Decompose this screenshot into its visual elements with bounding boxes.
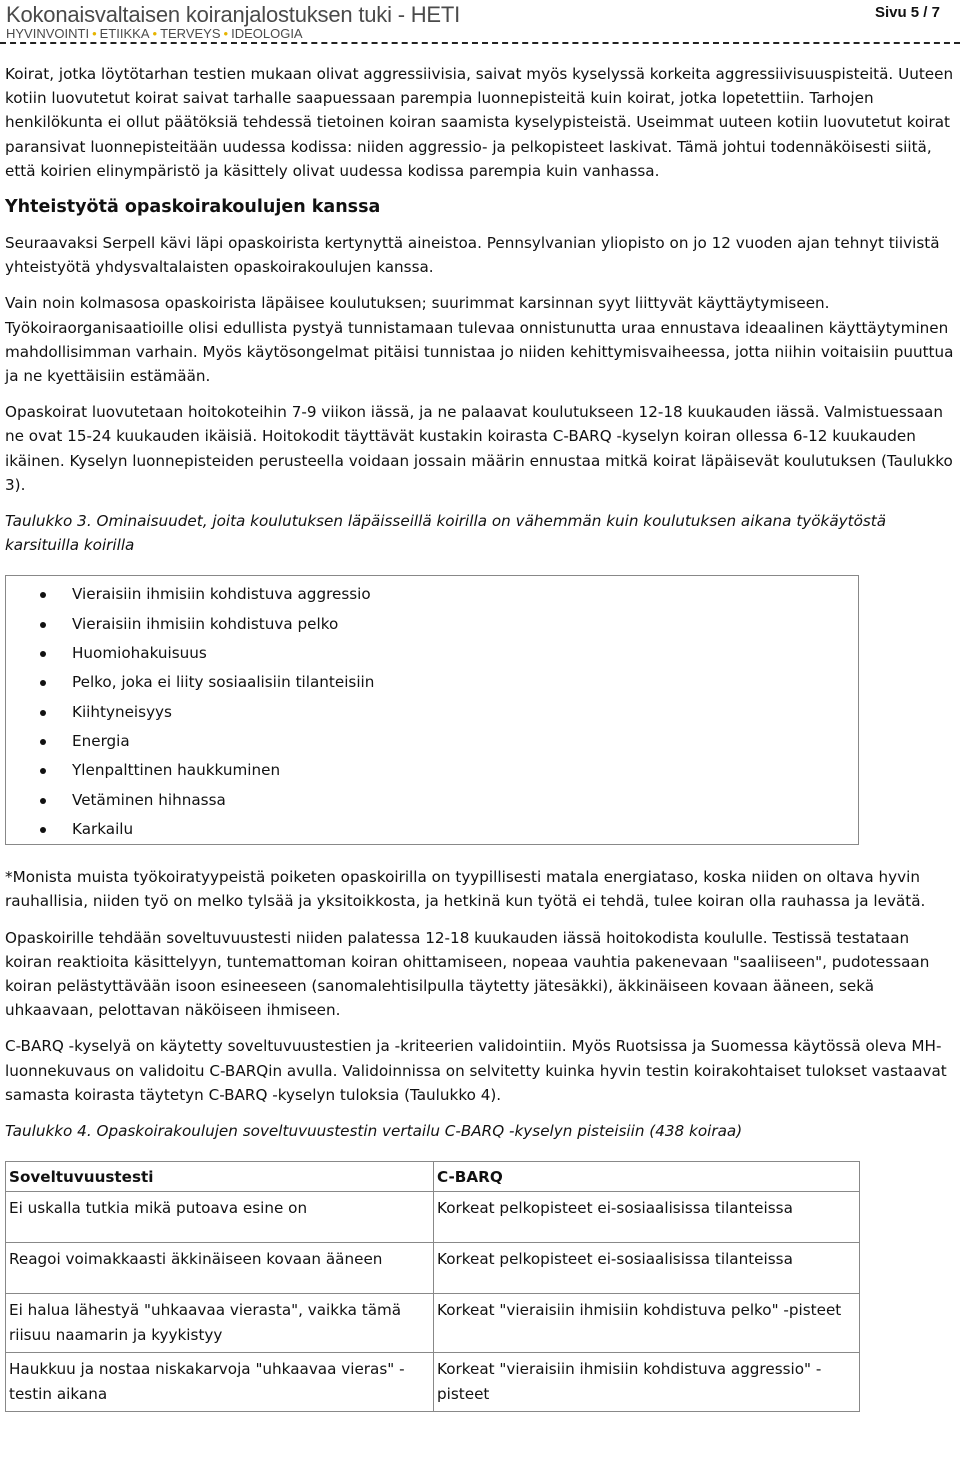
paragraph-training-pass-rate: Vain noin kolmasosa opaskoirista läpäisee koulutuksen; suurimmat karsinnan syyt liittyvät käyttäytymiseen. Työkoiraorganisaatioille olisi edullista pystyä tunnistamaan tulevaa onnistunutta uraa ennustava ideaalinen käyttäytyminen mahdollisimman varhain. Myös käytösongelmat pitäisi tunnistaa jo niiden kehittymisvaiheessa, jotta niihin voitaisiin puuttua ja ne kyettäisiin estämään.	[5, 294, 954, 386]
bullet-icon	[40, 827, 46, 833]
table-cell: Haukkuu ja nostaa niskakarvoja "uhkaavaa vieras" -testin aikana	[6, 1353, 434, 1412]
page-header	[0, 0, 960, 52]
tag-hyvinvointi: HYVINVOINTI	[6, 26, 90, 41]
table4-caption: Taulukko 4. Opaskoirakoulujen soveltuvuustestin vertailu C-BARQ -kyselyn pisteisiin (438 koiraa)	[5, 1121, 743, 1140]
list-item	[6, 639, 858, 668]
bullet-icon	[40, 651, 46, 657]
table-header-row	[6, 1162, 860, 1192]
paragraph-serpell-guide-dogs: Seuraavaksi Serpell kävi läpi opaskoirista kertynyttä aineistoa. Pennsylvanian yliopisto on jo 12 vuoden ajan tehnyt tiivistä yhteistyötä yhdysvaltalaisten opaskoirakoulujen kanssa.	[5, 234, 940, 277]
list-item-label: Vieraisiin ihmisiin kohdistuva pelko	[72, 614, 339, 633]
list-item-label: Pelko, joka ei liity sosiaalisiin tilanteisiin	[72, 673, 375, 692]
table-cell: Ei uskalla tutkia mikä putoava esine on	[6, 1192, 434, 1243]
table4	[5, 1161, 860, 1412]
list-item	[6, 756, 858, 785]
document-title: Kokonaisvaltaisen koiranjalostuksen tuki - HETI	[6, 2, 461, 27]
document-body	[5, 62, 955, 1412]
list-item-label: Vieraisiin ihmisiin kohdistuva aggressio	[72, 585, 371, 604]
table-row	[6, 1192, 860, 1243]
tag-terveys: TERVEYS	[160, 26, 221, 41]
table-cell: Reagoi voimakkaasti äkkinäiseen kovaan ääneen	[6, 1243, 434, 1294]
list-item-label: Huomiohakuisuus	[72, 644, 207, 663]
header-tagline	[6, 26, 303, 41]
tag-separator: •	[223, 26, 229, 41]
table3-box	[5, 575, 859, 845]
list-item-label: Karkailu	[72, 819, 134, 838]
table-row	[6, 1294, 860, 1353]
bullet-icon	[40, 710, 46, 716]
bullet-icon	[40, 798, 46, 804]
bullet-icon	[40, 739, 46, 745]
list-item	[6, 727, 858, 756]
table-cell: Ei halua lähestyä "uhkaavaa vierasta", vaikka tämä riisuu naamarin ja kyykistyy	[6, 1294, 434, 1353]
page-number: Sivu 5 / 7	[874, 4, 940, 21]
list-item	[6, 668, 858, 697]
table3-caption: Taulukko 3. Ominaisuudet, joita koulutuksen läpäisseillä koirilla on vähemmän kuin koulutuksen aikana työkäytöstä karsituilla koirilla	[5, 512, 887, 555]
column-header: Soveltuvuustesti	[6, 1162, 434, 1192]
table-row	[6, 1243, 860, 1294]
bullet-icon	[40, 768, 46, 774]
section-heading: Yhteistyötä opaskoirakoulujen kanssa	[5, 197, 381, 218]
paragraph-suitability-test: Opaskoirille tehdään soveltuvuustesti niiden palatessa 12-18 kuukauden iässä hoitokodista koululle. Testissä testataan koiran reaktioita käsittelyyn, tuntemattoman koiran ohittamiseen, nopeaa vauhtia pakenevaan "saaliiseen", pudotessaan koiran pelästyttävään isoon esineeseen (sanomalehtisilpulla täytetty jätesäkki), äkkinäiseen kovaan ääneen, sekä uhkaavaan, pelottavan näköiseen ihmiseen.	[5, 928, 930, 1020]
table-row	[6, 1353, 860, 1412]
table-cell: Korkeat "vieraisiin ihmisiin kohdistuva pelko" -pisteet	[434, 1294, 860, 1353]
table-cell: Korkeat "vieraisiin ihmisiin kohdistuva aggressio" -pisteet	[434, 1353, 860, 1412]
table-cell: Korkeat pelkopisteet ei-sosiaalisissa tilanteissa	[434, 1243, 860, 1294]
tag-separator: •	[92, 26, 97, 41]
paragraph-shelter-results: Koirat, jotka löytötarhan testien mukaan olivat aggressiivisia, saivat myös kyselyssä korkeita aggressiivisuuspisteitä. Uuteen kotiin luovutetut koirat saivat tarhalle saapuessaan parempia luonnepisteitä kuin koirat, jotka lopetettiin. Tarhojen henkilökunta ei ollut päätöksiä tehdessä tietoinen koiran saamista kyselypisteistä. Useimmat uuteen kotiin luovutetut koirat paransivat luonnepisteitään uudessa kodissa: niiden aggressio- ja pelkopisteet laskivat. Tämä johtui todennäköisesti siitä, että koirien elinympäristö ja käsittely olivat uudessa kodissa parempia kuin vanhassa.	[5, 65, 954, 180]
tag-separator: •	[152, 26, 158, 41]
table3-list	[6, 580, 858, 844]
list-item-label: Energia	[72, 731, 130, 750]
list-item	[6, 786, 858, 815]
bullet-icon	[40, 622, 46, 628]
footnote-energy: *Monista muista työkoiratyypeistä poiketen opaskoirilla on tyypillisesti matala energiataso, koska niiden on oltava hyvin rauhallisia, niiden työ on melko tylsää ja yksitoikkosta, ja hetkinä kun työtä ei tehdä, tulee koiran olla rauhassa ja levätä.	[5, 868, 926, 911]
column-header: C-BARQ	[434, 1162, 860, 1192]
list-item	[6, 698, 858, 727]
bullet-icon	[40, 592, 46, 598]
list-item	[6, 815, 858, 844]
list-item-label: Kiihtyneisyys	[72, 702, 172, 721]
tag-etiikka: ETIIKKA	[99, 26, 150, 41]
bullet-icon	[40, 680, 46, 686]
table-cell: Korkeat pelkopisteet ei-sosiaalisissa tilanteissa	[434, 1192, 860, 1243]
paragraph-cbarq-validation: C-BARQ -kyselyä on käytetty soveltuvuustestien ja -kriteerien validointiin. Myös Ruotsissa ja Suomessa käytössä oleva MH-luonnekuvaus on validoitu C-BARQin avulla. Validoinnissa on selvitetty kuinka hyvin testin koirakohtaiset tulokset vastaavat samasta koirasta täytetyn C-BARQ -kyselyn tuloksia (Taulukko 4).	[5, 1037, 947, 1104]
list-item	[6, 610, 858, 639]
list-item-label: Vetäminen hihnassa	[72, 790, 226, 809]
paragraph-foster-homes: Opaskoirat luovutetaan hoitokoteihin 7-9 viikon iässä, ja ne palaavat koulutukseen 12-18 kuukauden iässä. Valmistuessaan ne ovat 15-24 kuukauden ikäisiä. Hoitokodit täyttävät kustakin koirasta C-BARQ -kyselyn koiran ollessa 6-12 kuukauden ikäinen. Kyselyn luonnepisteiden perusteella voidaan jossain määrin ennustaa mitkä koirat läpäisevät koulutuksen (Taulukko 3).	[5, 403, 953, 494]
list-item	[6, 580, 858, 609]
header-divider	[0, 42, 960, 44]
list-item-label: Ylenpalttinen haukkuminen	[72, 761, 281, 780]
tag-ideologia: IDEOLOGIA	[231, 26, 303, 41]
